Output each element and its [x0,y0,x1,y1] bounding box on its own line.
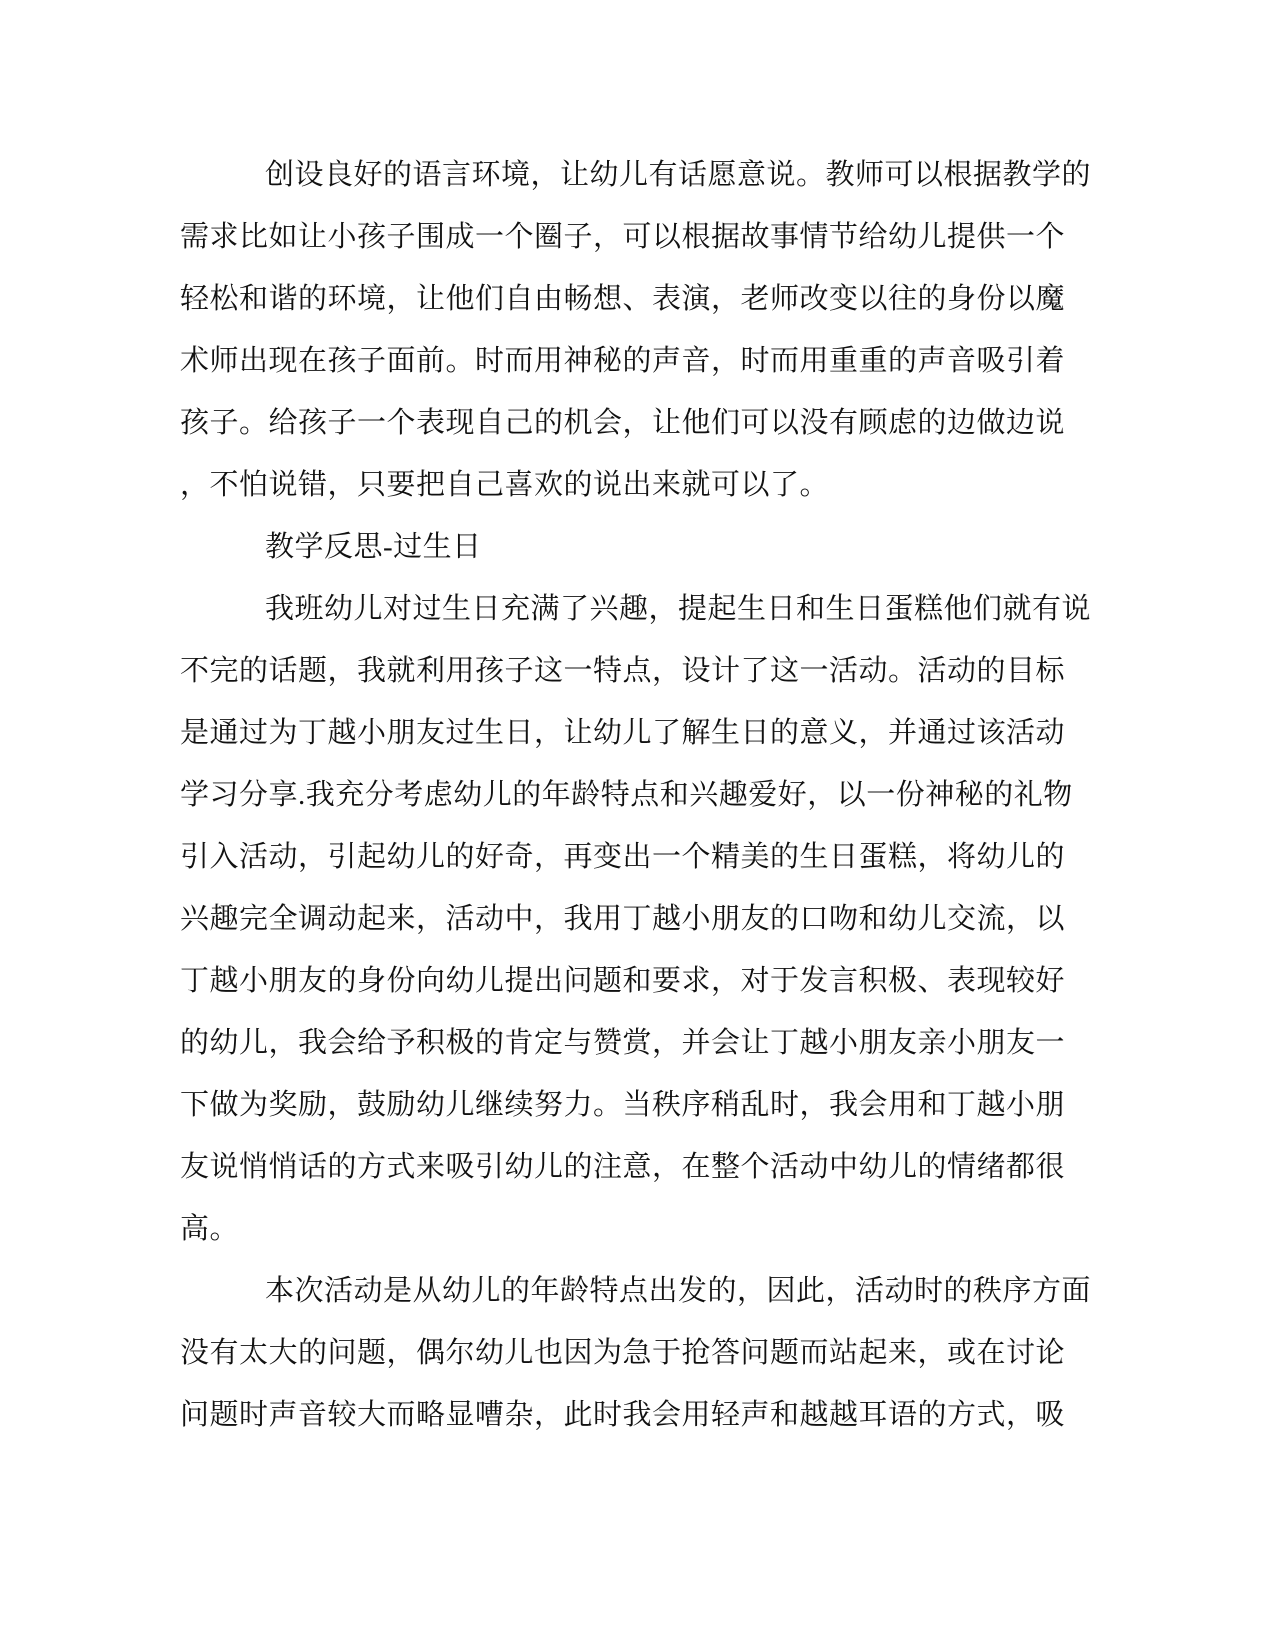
text-line: 高。 [180,1213,240,1245]
text-line: 不完的话题，我就利用孩子这一特点，设计了这一活动。活动的目标 [180,655,1066,687]
text-line: 创设良好的语言环境，让幼儿有话愿意说。教师可以根据教学的 [265,159,1092,191]
text-line: 教学反思-过生日 [265,531,482,563]
text-line: 轻松和谐的环境，让他们自由畅想、表演，老师改变以往的身份以魔 [180,283,1066,315]
text-line: 引入活动，引起幼儿的好奇，再变出一个精美的生日蛋糕，将幼儿的 [180,841,1066,873]
text-line: 下做为奖励，鼓励幼儿继续努力。当秩序稍乱时，我会用和丁越小朋 [180,1089,1066,1121]
text-line: 我班幼儿对过生日充满了兴趣，提起生日和生日蛋糕他们就有说 [265,593,1092,625]
text-body [180,144,1100,1446]
text-line: 本次活动是从幼儿的年龄特点出发的，因此，活动时的秩序方面 [265,1275,1092,1307]
text-line: 丁越小朋友的身份向幼儿提出问题和要求，对于发言积极、表现较好 [180,965,1066,997]
text-line: 孩子。给孩子一个表现自己的机会，让他们可以没有顾虑的边做边说 [180,407,1066,439]
text-line: ，不怕说错，只要把自己喜欢的说出来就可以了。 [180,469,830,501]
text-line: 是通过为丁越小朋友过生日，让幼儿了解生日的意义，并通过该活动 [180,717,1066,749]
text-line: 的幼儿，我会给予积极的肯定与赞赏，并会让丁越小朋友亲小朋友一 [180,1027,1066,1059]
text-line: 问题时声音较大而略显嘈杂，此时我会用轻声和越越耳语的方式，吸 [180,1399,1066,1431]
text-line: 兴趣完全调动起来，活动中，我用丁越小朋友的口吻和幼儿交流，以 [180,903,1066,935]
text-line: 友说悄悄话的方式来吸引幼儿的注意，在整个活动中幼儿的情绪都很 [180,1151,1066,1183]
text-line: 没有太大的问题，偶尔幼儿也因为急于抢答问题而站起来，或在讨论 [180,1337,1066,1369]
text-line: 术师出现在孩子面前。时而用神秘的声音，时而用重重的声音吸引着 [180,345,1066,377]
text-line: 学习分享.我充分考虑幼儿的年龄特点和兴趣爱好，以一份神秘的礼物 [180,779,1073,811]
text-line: 需求比如让小孩子围成一个圈子，可以根据故事情节给幼儿提供一个 [180,221,1066,253]
